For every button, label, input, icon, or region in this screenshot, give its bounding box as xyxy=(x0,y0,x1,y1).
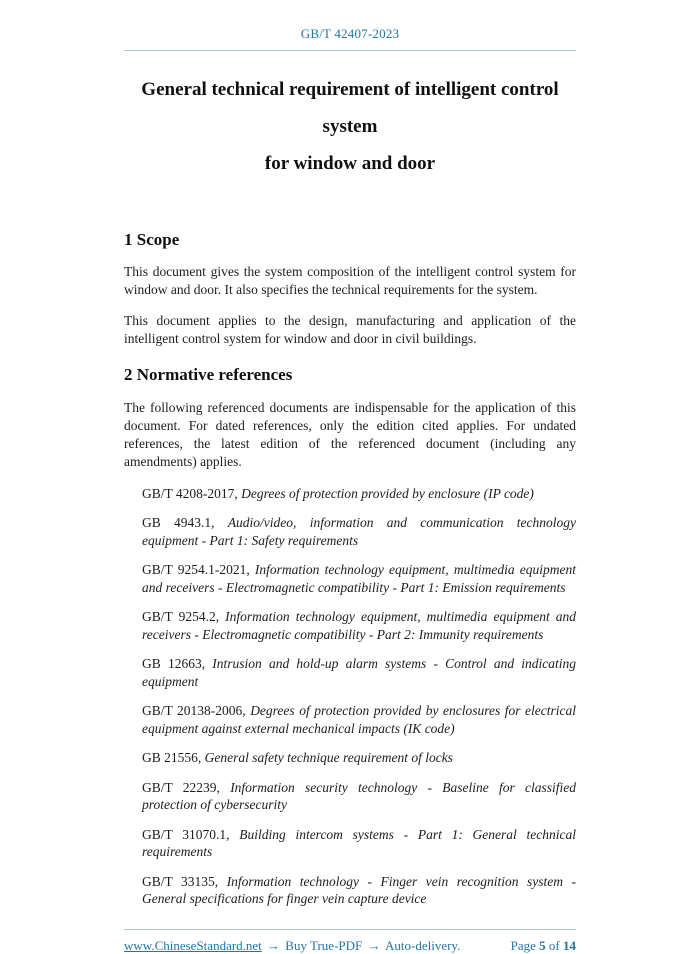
reference-title: Degrees of protection provided by enclosures for electrical equipment against external mechanical impacts (IK code) xyxy=(142,703,576,736)
header-doc-number: GB/T 42407-2023 xyxy=(300,26,400,41)
reference-code: GB/T 20138-2006, xyxy=(142,703,246,719)
reference-code: GB/T 31070.1, xyxy=(142,826,230,842)
header-rule xyxy=(124,50,576,51)
reference-item xyxy=(142,779,576,814)
of-label: of xyxy=(548,937,560,953)
reference-title: Degrees of protection provided by enclosure (IP code) xyxy=(241,485,534,501)
page-label: Page xyxy=(510,937,536,953)
reference-title: General safety technique requirement of locks xyxy=(204,750,453,766)
reference-item xyxy=(142,514,576,549)
reference-code: GB/T 4208-2017, xyxy=(142,485,238,501)
reference-item xyxy=(142,826,576,861)
scope-paragraph-1: This document gives the system composition of the intelligent control system for window and door. It also specifies the technical requirements for the system. xyxy=(124,264,576,298)
arrow-icon: → xyxy=(367,937,381,953)
reference-title: Audio/video, information and communication technology equipment - Part 1: Safety requirements xyxy=(142,515,576,548)
footer xyxy=(124,938,576,954)
reference-item xyxy=(142,608,576,643)
page-number-total: 14 xyxy=(563,937,576,953)
footer-site-link[interactable]: www.ChineseStandard.net xyxy=(124,937,262,953)
reference-code: GB/T 22239, xyxy=(142,779,220,795)
reference-title: Information technology - Finger vein recognition system - General specifications for finger vein capture device xyxy=(142,873,576,907)
reference-code: GB 12663, xyxy=(142,656,206,672)
reference-title: Information technology equipment, multimedia equipment and receivers - Electromagnetic compatibility - Part 2: Immunity requirements xyxy=(142,609,576,642)
reference-code: GB 21556, xyxy=(142,750,202,766)
footer-action-delivery: Auto-delivery. xyxy=(385,937,461,953)
page-number-current: 5 xyxy=(539,937,546,953)
section-heading-normative-references: 2 Normative references xyxy=(124,365,293,385)
arrow-icon: → xyxy=(267,937,281,953)
document-title xyxy=(124,71,576,182)
scope-paragraph-2: This document applies to the design, manufacturing and application of the intelligent control system for window and door in civil buildings. xyxy=(124,313,576,347)
page-indicator xyxy=(511,938,576,954)
reference-item xyxy=(142,561,576,596)
reference-item xyxy=(142,873,576,908)
footer-rule xyxy=(124,929,576,930)
reference-title: Building intercom systems - Part 1: General technical requirements xyxy=(142,826,576,860)
reference-item xyxy=(142,485,576,503)
normative-intro-paragraph: The following referenced documents are indispensable for the application of this document. For dated references, only the edition cited applies. For undated references, the latest edition of the referenced document (including any amendments) applies. xyxy=(124,399,576,469)
reference-item xyxy=(142,749,576,767)
section-heading-scope: 1 Scope xyxy=(124,230,180,249)
footer-left xyxy=(124,938,460,954)
reference-code: GB 4943.1, xyxy=(142,515,215,531)
reference-code: GB/T 9254.2, xyxy=(142,609,220,625)
document-title-line1: General technical requirement of intelligent control system xyxy=(141,79,559,137)
reference-title: Information security technology - Baseline for classified protection of cybersecurity xyxy=(142,779,576,813)
reference-title: Information technology equipment, multimedia equipment and receivers - Electromagnetic compatibility - Part 1: Emission requirements xyxy=(142,562,576,595)
footer-action-buy: Buy True-PDF xyxy=(285,937,363,953)
reference-code: GB/T 9254.1-2021, xyxy=(142,562,250,578)
reference-code: GB/T 33135, xyxy=(142,873,219,889)
document-title-line2: for window and door xyxy=(264,153,436,174)
reference-item xyxy=(142,655,576,690)
reference-item xyxy=(142,702,576,737)
reference-title: Intrusion and hold-up alarm systems - Control and indicating equipment xyxy=(142,656,577,689)
